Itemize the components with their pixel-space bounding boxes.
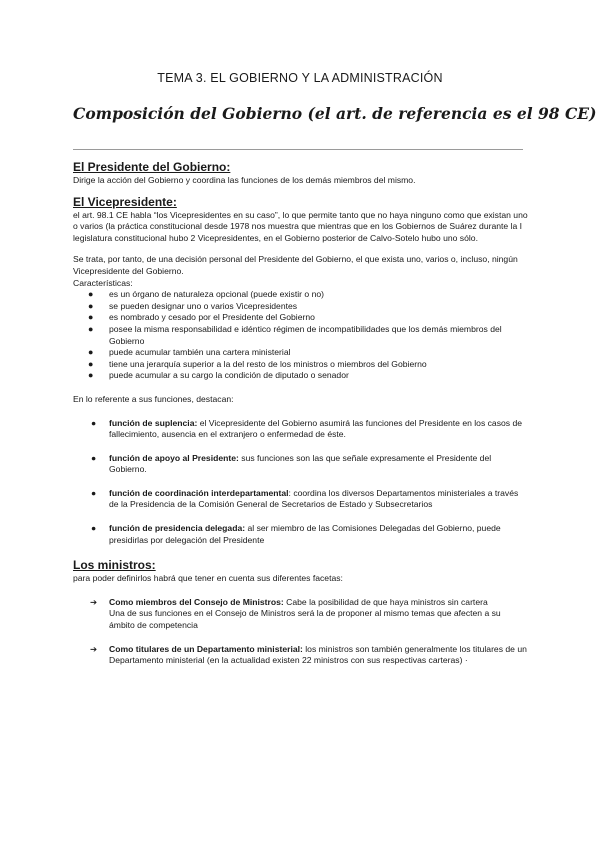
list-item: ● se pueden designar uno o varios Vicepresidentes — [88, 300, 298, 311]
bullet-icon: ● — [88, 370, 94, 381]
arrow-right-icon: ➔ — [90, 643, 98, 654]
vicepresidente-title: El Vicepresidente: — [73, 194, 177, 209]
section-heading: Composición del Gobierno (el art. de referencia es el 98 CE) — [73, 104, 597, 123]
list-item: ● puede acumular también una cartera ministerial — [88, 347, 291, 358]
bullet-icon: ● — [91, 452, 97, 463]
list-item: ● función de suplencia: el Vicepresidente del Gobierno asumirá las funciones del Presidente en los casos de fallecimiento, ausencia en el extranjero o enfermedad de éste. — [91, 417, 523, 440]
caracteristicas-list — [73, 289, 528, 382]
document-title: TEMA 3. EL GOBIERNO Y LA ADMINISTRACIÓN — [157, 71, 443, 85]
divider — [73, 149, 523, 150]
funciones-list — [73, 418, 528, 547]
caracteristicas-label: Características: — [73, 277, 133, 288]
bullet-icon: ● — [91, 523, 97, 534]
list-item: ➔ Como miembros del Consejo de Ministros: Cabe la posibilidad de que haya ministros sin cartera Una de sus funciones en el Consejo de Ministros será la de proponer al mismo temas que afecten a su ámbito de competencia — [90, 596, 501, 631]
presidente-title: El Presidente del Gobierno: — [73, 160, 231, 174]
bullet-icon: ● — [91, 417, 97, 428]
list-item: ● función de coordinación interdepartamental: coordina los diversos Departamentos ministeriales a través de la Presidencia de la Comisión General de Secretarios de Estado y Subsecretarios — [91, 487, 519, 510]
facetas-list — [73, 597, 528, 667]
list-item: ➔ Como titulares de un Departamento ministerial: los ministros son también generalmente los titulares de un Departamento ministerial (en la actualidad existen 22 ministros con sus respectivas carteras) · — [90, 643, 527, 666]
funciones-intro: En lo referente a sus funciones, destacan: — [73, 393, 234, 404]
bullet-icon: ● — [88, 347, 94, 358]
bullet-icon: ● — [88, 289, 94, 300]
arrow-right-icon: ➔ — [90, 596, 98, 607]
vicepresidente-paragraph-1: el art. 98.1 CE habla “los Vicepresidentes en su caso”, lo que permite tanto que no haya ninguno como que existan uno o varios (la práctica constitucional desde 1978 nos muestra que mientras que en los Gobiernos de Suárez durante la I legislatura constitucional hubo 2 Vicepresidentes, en el Gobierno posterior de Calvo-Sotelo hubo uno sólo. — [73, 209, 528, 243]
list-item: ● función de presidencia delegada: al ser miembro de las Comisiones Delegadas del Gobierno, puede presidirlas por delegación del Presidente — [91, 523, 501, 545]
bullet-icon: ● — [91, 487, 97, 498]
list-item: ● es un órgano de naturaleza opcional (puede existir o no) — [88, 289, 324, 300]
ministros-intro: para poder definirlos habrá que tener en cuenta sus diferentes facetas: — [73, 573, 343, 584]
list-item: ● función de apoyo al Presidente: sus funciones son las que señale expresamente el Presidente del Gobierno. — [91, 452, 492, 475]
bullet-icon: ● — [88, 323, 94, 334]
list-item: ● tiene una jerarquía superior a la del resto de los ministros o miembros del Gobierno — [88, 358, 427, 369]
vicepresidente-paragraph-2: Se trata, por tanto, de una decisión personal del Presidente del Gobierno, el que exista uno, varios o, incluso, ningún Vicepresidente del Gobierno. — [73, 254, 518, 276]
list-item: ● posee la misma responsabilidad e idéntico régimen de incompatibilidades que los demás miembros del Gobierno — [88, 323, 502, 346]
bullet-icon: ● — [88, 312, 94, 323]
presidente-text: Dirige la acción del Gobierno y coordina las funciones de los demás miembros del mismo. — [73, 175, 416, 185]
bullet-icon: ● — [88, 300, 94, 311]
ministros-title: Los ministros: — [73, 558, 156, 573]
document-body — [73, 160, 528, 679]
list-item: ● es nombrado y cesado por el Presidente del Gobierno — [88, 312, 315, 323]
bullet-icon: ● — [88, 358, 94, 369]
list-item: ● puede acumular a su cargo la condición de diputado o senador — [88, 370, 349, 381]
